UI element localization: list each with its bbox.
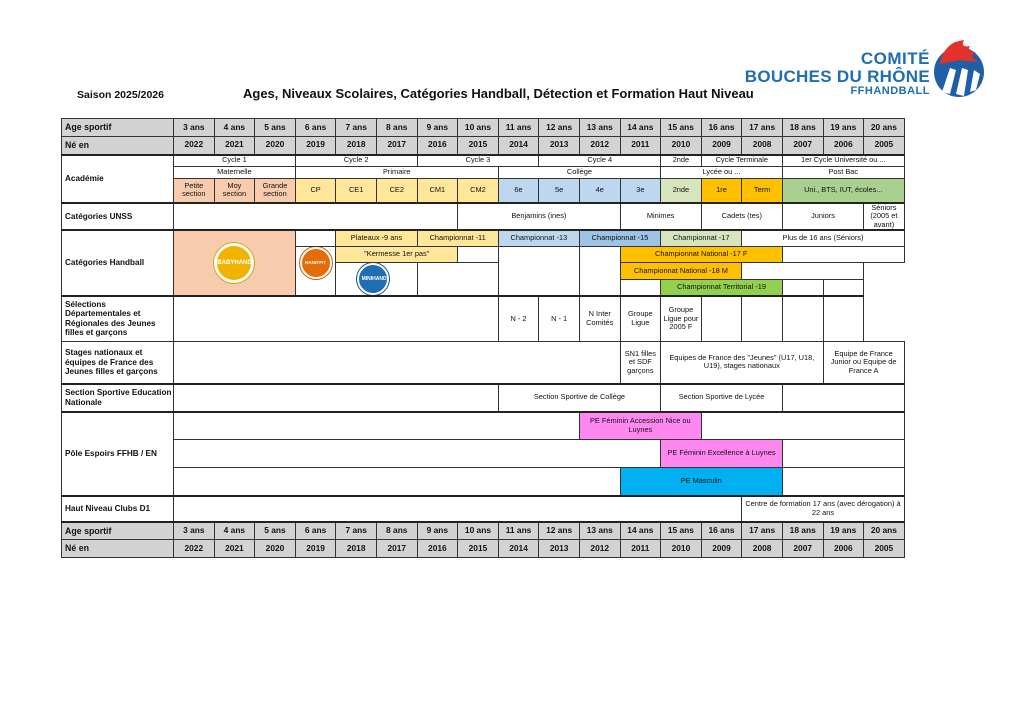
hb-plus16: Plus de 16 ans (Séniors) [742,230,904,246]
babyhand-cell [174,230,296,296]
class-cell: Grande section [255,179,296,203]
class-cell: Petite section [174,179,215,203]
age-cell: 10 ans [458,522,499,540]
page-title: Ages, Niveaux Scolaires, Catégories Handball, Détection et Formation Haut Niveau [243,86,754,101]
age-cell: 11 ans [498,522,539,540]
hb-nat17f: Championnat National -17 F [620,246,782,262]
year-cell: 2014 [498,137,539,155]
section-college: Section Sportive de Collège [498,384,660,412]
age-cell: 12 ans [539,522,580,540]
stages-equipes: Equipes de France des "Jeunes" (U17, U18, U19), stages nationaux [661,342,823,384]
pole-fem-excellence: PE Féminin Excellence à Luynes [661,440,783,468]
pole-empty [174,468,621,496]
age-cell: 8 ans [376,119,417,137]
hb-ch17: Championnat -17 [661,230,742,246]
hb-plateaux: Plateaux -9 ans [336,230,417,246]
school-maternelle: Maternelle [174,167,296,179]
sel-groupe-2005: Groupe Ligue pour 2005 F [661,296,702,342]
hb-kermesse: "Kermesse 1er pas" [336,246,458,262]
year-cell: 2012 [579,540,620,558]
cycle-4: Cycle 4 [539,155,661,167]
year-cell: 2022 [174,137,215,155]
year-cell: 2006 [823,137,864,155]
age-cell: 5 ans [255,119,296,137]
year-cell: 2020 [255,137,296,155]
stages-empty [174,342,621,384]
age-cell: 18 ans [782,522,823,540]
handfit-kids-logo-icon: HAND'FIT KIDS [300,247,332,279]
age-cell: 6 ans [295,522,336,540]
year-cell: 2013 [539,540,580,558]
age-row-footer [62,522,905,540]
section-empty [782,384,904,412]
year-cell: 2015 [458,540,499,558]
hb-badge-1-cell [295,246,336,296]
class-cell: 1re [701,179,742,203]
haut-empty [174,496,742,522]
class-cell: 3e [620,179,661,203]
class-cell: Term [742,179,783,203]
sel-groupe: Groupe Ligue [620,296,661,342]
year-cell: 2016 [417,540,458,558]
year-cell: 2010 [661,540,702,558]
age-cell: 9 ans [417,522,458,540]
year-cell: 2019 [295,540,336,558]
age-cell: 17 ans [742,522,783,540]
unss-juniors: Juniors [782,203,863,231]
age-cell: 4 ans [214,119,255,137]
age-cell: 4 ans [214,522,255,540]
section-empty [174,384,499,412]
age-row-label: Age sportif [62,522,174,540]
age-cell: 13 ans [579,119,620,137]
born-row-label: Né en [62,540,174,558]
age-cell: 16 ans [701,522,742,540]
year-cell: 2007 [782,540,823,558]
class-cell: Uni., BTS, IUT, écoles... [782,179,904,203]
age-cell: 7 ans [336,119,377,137]
age-row-label: Age sportif [62,119,174,137]
pole-empty [174,440,661,468]
age-cell: 3 ans [174,522,215,540]
age-cell: 9 ans [417,119,458,137]
year-cell: 2016 [417,137,458,155]
born-row-label: Né en [62,137,174,155]
age-cell: 15 ans [661,119,702,137]
year-cell: 2013 [539,137,580,155]
year-cell: 2008 [742,540,783,558]
sel-empty [823,296,864,342]
cycle-3: Cycle 3 [417,155,539,167]
pole-empty [701,412,904,440]
age-cell: 17 ans [742,119,783,137]
hb-nat18m: Championnat National -18 M [620,262,742,280]
year-cell: 2017 [376,137,417,155]
age-cell: 20 ans [864,522,905,540]
hb-empty [458,246,499,262]
school-college: Collège [498,167,660,179]
born-row [62,137,905,155]
sel-n2: N - 2 [498,296,539,342]
class-cell: CE2 [376,179,417,203]
sel-empty [742,296,783,342]
hb-ch13: Championnat -13 [498,230,579,246]
age-cell: 18 ans [782,119,823,137]
pole-empty [174,412,580,440]
logo-line-1: COMITÉ [860,49,930,68]
age-cell: 6 ans [295,119,336,137]
year-cell: 2009 [701,137,742,155]
section-lycee: Section Sportive de Lycée [661,384,783,412]
pole-empty [782,468,904,496]
sel-empty [174,296,499,342]
section-label: Section Sportive Education Nationale [62,384,174,412]
stages-sn1: SN1 filles et SDF garçons [620,342,661,384]
age-cell: 14 ans [620,119,661,137]
hb-ch11: Championnat -11 [417,230,498,246]
sel-empty [782,296,823,342]
hb-empty [620,280,661,296]
sel-n1: N - 1 [539,296,580,342]
stages-label: Stages nationaux et équipes de France des Jeunes filles et garçons [62,342,174,384]
year-cell: 2006 [823,540,864,558]
age-row [62,119,905,137]
year-cell: 2008 [742,137,783,155]
year-cell: 2017 [376,540,417,558]
class-cell: 4e [579,179,620,203]
academie-label: Académie [62,155,174,203]
age-cell: 19 ans [823,119,864,137]
minihand-logo-icon: MINIHAND [357,263,389,295]
age-cell: 13 ans [579,522,620,540]
year-cell: 2005 [864,540,905,558]
cycle-terminale: Cycle Terminale [701,155,782,167]
year-cell: 2015 [458,137,499,155]
age-cell: 7 ans [336,522,377,540]
class-cell: 2nde [661,179,702,203]
age-cell: 15 ans [661,522,702,540]
babyhand-logo-icon: BABYHAND [214,243,254,283]
class-cell: CP [295,179,336,203]
age-cell: 3 ans [174,119,215,137]
hb-empty [782,246,904,262]
age-cell: 11 ans [498,119,539,137]
hb-empty [742,262,864,280]
year-cell: 2020 [255,540,296,558]
cycle-universite: 1er Cycle Université ou ... [782,155,904,167]
cycle-2nde: 2nde [661,155,702,167]
logo [745,50,930,97]
hb-ch15: Championnat -15 [579,230,660,246]
class-cell: CM1 [417,179,458,203]
rooster-logo-icon [930,34,988,100]
hb-terr19: Championnat Territorial -19 [661,280,783,296]
unss-label: Catégories UNSS [62,203,174,231]
hb-badge-2-cell [336,262,417,296]
year-cell: 2019 [295,137,336,155]
hb-empty [579,246,620,296]
year-cell: 2011 [620,137,661,155]
hb-empty [498,246,579,296]
haut-centre: Centre de formation 17 ans (avec dérogation) à 22 ans [742,496,904,522]
age-cell: 14 ans [620,522,661,540]
year-cell: 2014 [498,540,539,558]
born-row-footer [62,540,905,558]
hb-empty [782,280,823,296]
unss-minimes: Minimes [620,203,701,231]
pole-fem-accession: PE Féminin Accession Nice ou Luynes [579,412,701,440]
logo-line-2: BOUCHES DU RHÔNE [744,67,930,86]
sel-n: N Inter Comités [579,296,620,342]
year-cell: 2012 [579,137,620,155]
year-cell: 2007 [782,137,823,155]
school-postbac: Post Bac [782,167,904,179]
age-cell: 10 ans [458,119,499,137]
school-primaire: Primaire [295,167,498,179]
cycle-2: Cycle 2 [295,155,417,167]
pole-empty [782,440,904,468]
unss-cadets: Cadets (tes) [701,203,782,231]
haut-label: Haut Niveau Clubs D1 [62,496,174,522]
unss-benjamins: Benjamins (ines) [458,203,620,231]
age-cell: 20 ans [864,119,905,137]
year-cell: 2011 [620,540,661,558]
selections-label: Sélections Départementales et Régionales des Jeunes filles et garçons [62,296,174,342]
class-cell: Moy section [214,179,255,203]
year-cell: 2021 [214,137,255,155]
age-cell: 8 ans [376,522,417,540]
class-cell: CE1 [336,179,377,203]
stages-equipe-fa: Equipe de France Junior ou Equipe de France A [823,342,904,384]
categories-table [61,118,905,558]
year-cell: 2022 [174,540,215,558]
unss-seniors: Séniors (2005 et avant) [864,203,905,231]
class-cell: 6e [498,179,539,203]
cycle-1: Cycle 1 [174,155,296,167]
unss-empty [174,203,458,231]
logo-line-3: FFHANDBALL [850,85,930,97]
age-cell: 19 ans [823,522,864,540]
year-cell: 2018 [336,137,377,155]
hb-empty [295,230,336,246]
year-cell: 2021 [214,540,255,558]
year-cell: 2010 [661,137,702,155]
season-label: Saison 2025/2026 [77,89,164,101]
hb-empty [417,262,498,296]
year-cell: 2018 [336,540,377,558]
age-cell: 16 ans [701,119,742,137]
year-cell: 2009 [701,540,742,558]
class-cell: 5e [539,179,580,203]
handball-label: Catégories Handball [62,230,174,296]
class-cell: CM2 [458,179,499,203]
school-lycee: Lycée ou ... [661,167,783,179]
sel-empty [701,296,742,342]
age-cell: 12 ans [539,119,580,137]
hb-empty [823,280,864,296]
age-cell: 5 ans [255,522,296,540]
pole-label: Pôle Espoirs FFHB / EN [62,412,174,496]
year-cell: 2005 [864,137,905,155]
pole-masculin: PE Masculin [620,468,782,496]
